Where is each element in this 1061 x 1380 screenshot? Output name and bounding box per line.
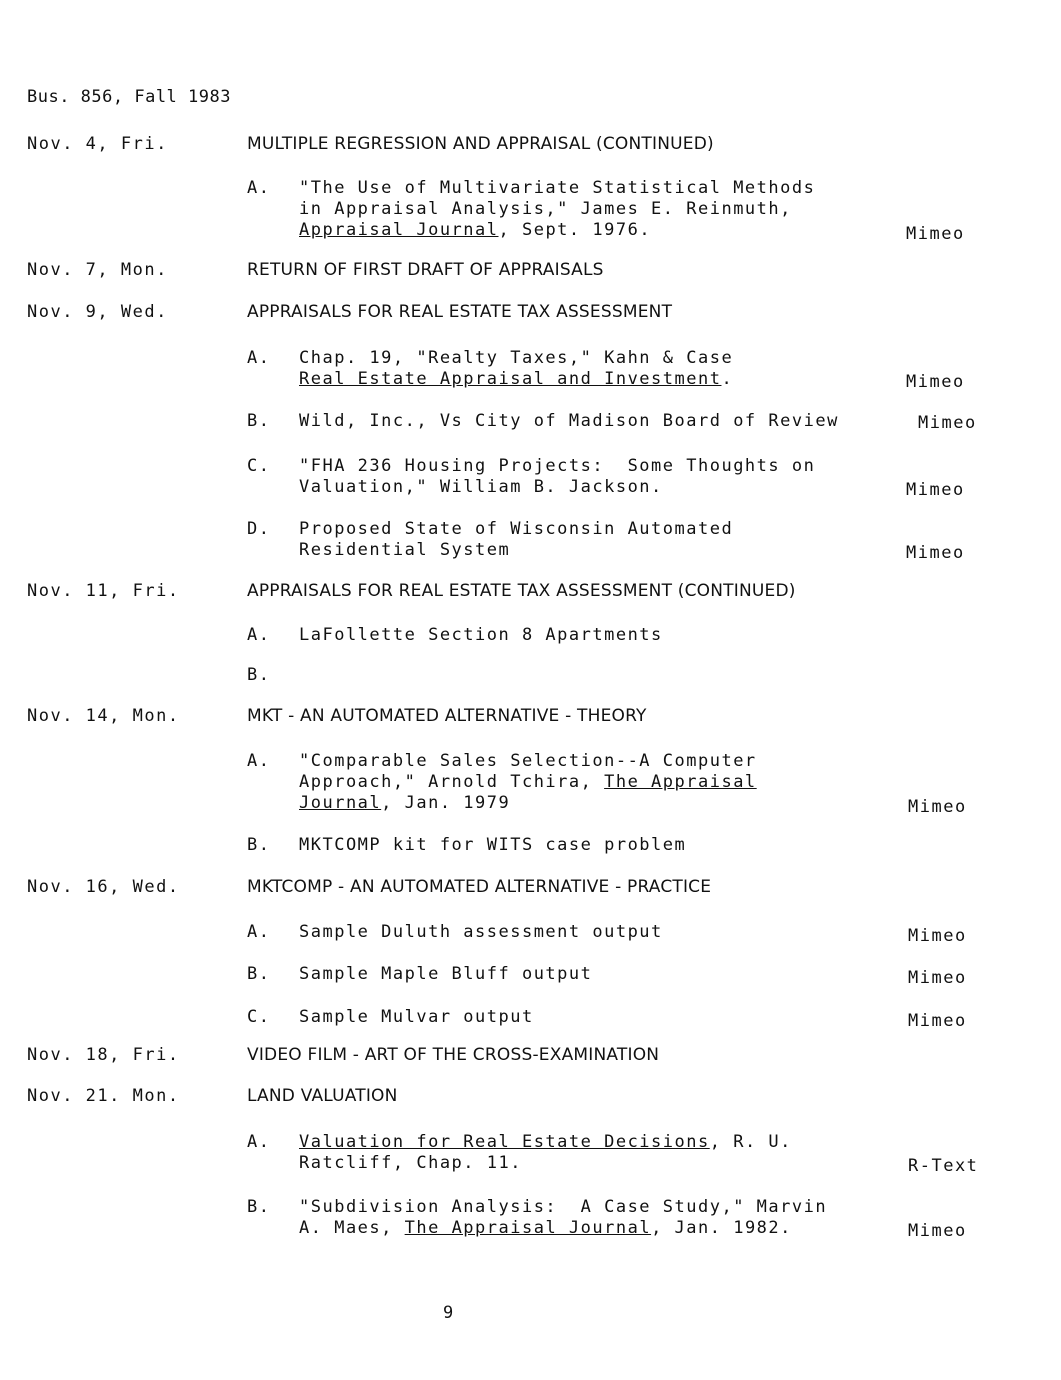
reading-title-underlined: Journal (299, 793, 382, 813)
reading-letter: B. (247, 1197, 271, 1217)
reading-text: Sample Maple Bluff output (299, 964, 593, 984)
reading-title-underlined: Appraisal Journal (299, 220, 499, 240)
session-title: RETURN OF FIRST DRAFT OF APPRAISALS (247, 260, 604, 280)
reading-text: LaFollette Section 8 Apartments (299, 625, 663, 645)
reading-text: , Jan. 1979 (381, 793, 511, 813)
reading-letter: B. (247, 665, 271, 685)
reading-text: . (721, 369, 734, 389)
reading-text: , R. U. (709, 1132, 792, 1152)
session-title: APPRAISALS FOR REAL ESTATE TAX ASSESSMENT (247, 302, 673, 322)
reading-line (299, 771, 757, 793)
reading-text: in Appraisal Analysis," James E. Reinmuth, (299, 199, 792, 219)
reading-text: Ratcliff, Chap. 11. (299, 1153, 522, 1173)
reading-line (299, 1217, 792, 1239)
reading-letter: C. (247, 456, 271, 476)
session-title: MULTIPLE REGRESSION AND APPRAISAL (CONTINUED) (247, 134, 714, 154)
reading-source: Mimeo (918, 413, 977, 433)
reading-line (299, 921, 663, 943)
reading-line (299, 1196, 827, 1218)
reading-text: Wild, Inc., Vs City of Madison Board of Review (299, 411, 839, 431)
page-number: 9 (443, 1303, 455, 1323)
reading-text: Valuation," William B. Jackson. (299, 477, 663, 497)
reading-text: , Sept. 1976. (498, 220, 652, 240)
session-title: MKTCOMP - AN AUTOMATED ALTERNATIVE - PRACTICE (247, 877, 712, 897)
reading-letter: A. (247, 1132, 271, 1152)
reading-text: A. Maes, (299, 1218, 405, 1238)
reading-text: Approach," Arnold Tchira, (299, 772, 605, 792)
reading-line (299, 624, 663, 646)
reading-source: Mimeo (908, 926, 967, 946)
reading-letter: A. (247, 751, 271, 771)
reading-line (299, 834, 686, 856)
reading-text: , Jan. 1982. (651, 1218, 792, 1238)
reading-text: MKTCOMP kit for WITS case problem (299, 835, 687, 855)
reading-source: R-Text (908, 1156, 979, 1176)
reading-line (299, 539, 510, 561)
session-title: APPRAISALS FOR REAL ESTATE TAX ASSESSMENT (CONTINUED) (247, 581, 796, 601)
reading-letter: C. (247, 1007, 271, 1027)
session-title: VIDEO FILM - ART OF THE CROSS-EXAMINATION (247, 1045, 660, 1065)
reading-title-underlined: The Appraisal Journal (404, 1218, 652, 1238)
reading-line (299, 177, 815, 199)
reading-line (299, 219, 651, 241)
reading-source: Mimeo (908, 1221, 967, 1241)
reading-line (299, 410, 839, 432)
reading-source: Mimeo (908, 968, 967, 988)
reading-source: Mimeo (908, 797, 967, 817)
reading-line (299, 198, 792, 220)
reading-line (299, 1006, 534, 1028)
reading-text: "Comparable Sales Selection--A Computer (299, 751, 757, 771)
reading-text: Residential System (299, 540, 511, 560)
course-header: Bus. 856, Fall 1983 (27, 87, 231, 107)
reading-source: Mimeo (906, 543, 965, 563)
reading-letter: B. (247, 835, 271, 855)
reading-letter: A. (247, 178, 271, 198)
reading-source: Mimeo (906, 224, 965, 244)
session-title: MKT - AN AUTOMATED ALTERNATIVE - THEORY (247, 706, 647, 726)
reading-line (299, 476, 663, 498)
session-title: LAND VALUATION (247, 1086, 398, 1106)
session-date: Nov. 16, Wed. (27, 877, 180, 897)
reading-line (299, 368, 733, 390)
reading-letter: B. (247, 411, 271, 431)
session-date: Nov. 7, Mon. (27, 260, 168, 280)
session-date: Nov. 21. Mon. (27, 1086, 180, 1106)
reading-line (299, 1152, 522, 1174)
reading-letter: A. (247, 625, 271, 645)
session-date: Nov. 4, Fri. (27, 134, 168, 154)
reading-line (299, 963, 592, 985)
reading-line (299, 1131, 792, 1153)
reading-line (299, 518, 733, 540)
reading-source: Mimeo (908, 1011, 967, 1031)
reading-letter: A. (247, 922, 271, 942)
reading-line (299, 455, 815, 477)
reading-text: "Subdivision Analysis: A Case Study," Marvin (299, 1197, 828, 1217)
reading-line (299, 792, 510, 814)
reading-source: Mimeo (906, 372, 965, 392)
reading-letter: A. (247, 348, 271, 368)
reading-letter: D. (247, 519, 271, 539)
session-date: Nov. 18, Fri. (27, 1045, 180, 1065)
reading-text: Sample Duluth assessment output (299, 922, 663, 942)
reading-title-underlined: The Appraisal (604, 772, 757, 792)
reading-text: Chap. 19, "Realty Taxes," Kahn & Case (299, 348, 734, 368)
reading-text: "The Use of Multivariate Statistical Methods (299, 178, 816, 198)
session-date: Nov. 14, Mon. (27, 706, 180, 726)
reading-title-underlined: Valuation for Real Estate Decisions (299, 1132, 710, 1152)
reading-line (299, 750, 757, 772)
reading-letter: B. (247, 964, 271, 984)
reading-title-underlined: Real Estate Appraisal and Investment (299, 369, 722, 389)
reading-text: "FHA 236 Housing Projects: Some Thoughts on (299, 456, 816, 476)
reading-text: Proposed State of Wisconsin Automated (299, 519, 734, 539)
reading-line (299, 347, 733, 369)
reading-text: Sample Mulvar output (299, 1007, 534, 1027)
reading-source: Mimeo (906, 480, 965, 500)
session-date: Nov. 11, Fri. (27, 581, 180, 601)
session-date: Nov. 9, Wed. (27, 302, 168, 322)
